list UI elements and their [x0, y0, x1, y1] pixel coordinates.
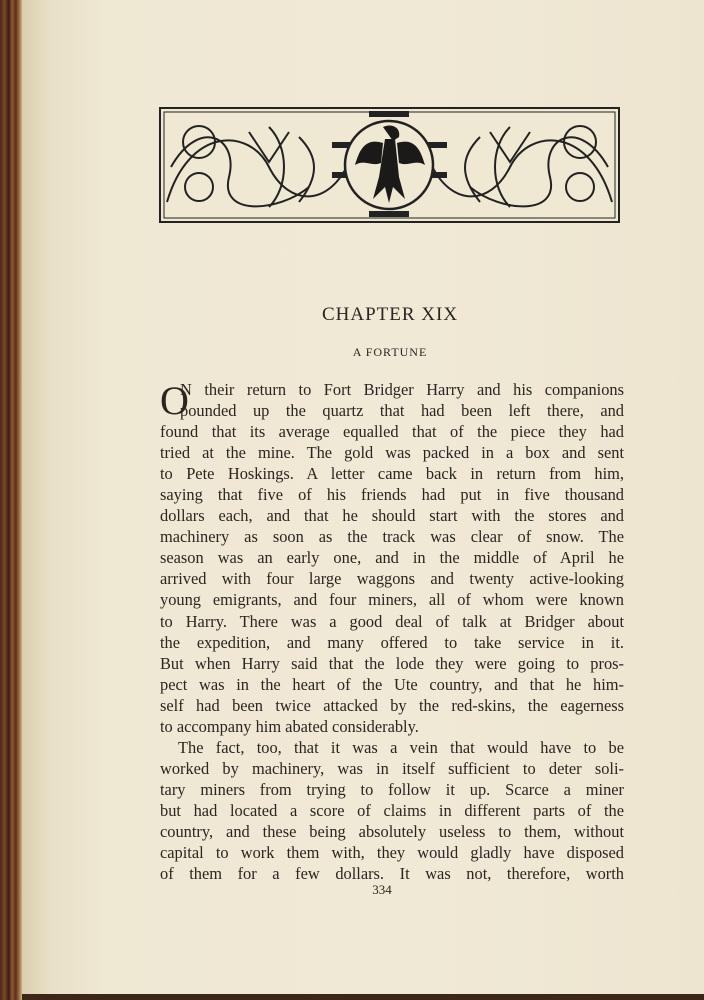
text-line: pect was in the heart of the Ute country, and that he him-	[160, 674, 624, 694]
chapter-subtitle: A FORTUNE	[352, 345, 428, 359]
text-line: the expedition, and many offered to take service in it.	[160, 632, 624, 652]
text-line: pounded up the quartz that had been left there, and	[180, 401, 624, 421]
text-line: of them for a few dollars. It was not, therefore, worth	[160, 864, 624, 884]
page-bottom-edge	[22, 994, 704, 1000]
body-text	[160, 379, 624, 884]
eagle-headpiece-ornament	[159, 107, 620, 223]
text-line: capital to work them with, they would gladly have disposed	[160, 843, 624, 863]
text-line: arrived with four large waggons and twenty active-looking	[160, 569, 624, 589]
text-line: dollars each, and that he should start with the stores and	[160, 506, 624, 526]
text-line: saying that five of his friends had put in five thousand	[160, 485, 624, 505]
text-line: to accompany him abated considerably.	[160, 716, 419, 736]
text-line: worked by machinery, was in itself sufficient to deter soli-	[160, 758, 624, 778]
book-spine	[0, 0, 22, 1000]
text-line: country, and these being absolutely useless to them, without	[160, 821, 624, 841]
chapter-title: CHAPTER XIX	[321, 304, 459, 325]
text-line: found that its average equalled that of the piece they had	[160, 422, 624, 442]
text-line: But when Harry said that the lode they were going to pros-	[160, 653, 624, 673]
drop-cap: O	[160, 378, 189, 423]
text-line: tried at the mine. The gold was packed in a box and sent	[160, 443, 624, 463]
text-line: self had been twice attacked by the red-skins, the eagerness	[160, 695, 624, 715]
text-line: tary miners from trying to follow it up. Scarce a miner	[160, 779, 624, 799]
text-line: The fact, too, that it was a vein that would have to be	[178, 737, 624, 757]
text-line: but had located a score of claims in different parts of the	[160, 800, 624, 820]
text-line: N their return to Fort Bridger Harry and his companions	[180, 380, 624, 399]
text-line: to Pete Hoskings. A letter came back in return from him,	[160, 464, 624, 484]
page-number: 334	[372, 882, 392, 897]
text-line: young emigrants, and four miners, all of whom were known	[160, 590, 624, 610]
text-line: machinery as soon as the track was clear of snow. The	[160, 527, 624, 547]
text-line: to Harry. There was a good deal of talk at Bridger about	[160, 611, 624, 631]
text-line: season was an early one, and in the middle of April he	[160, 548, 624, 568]
